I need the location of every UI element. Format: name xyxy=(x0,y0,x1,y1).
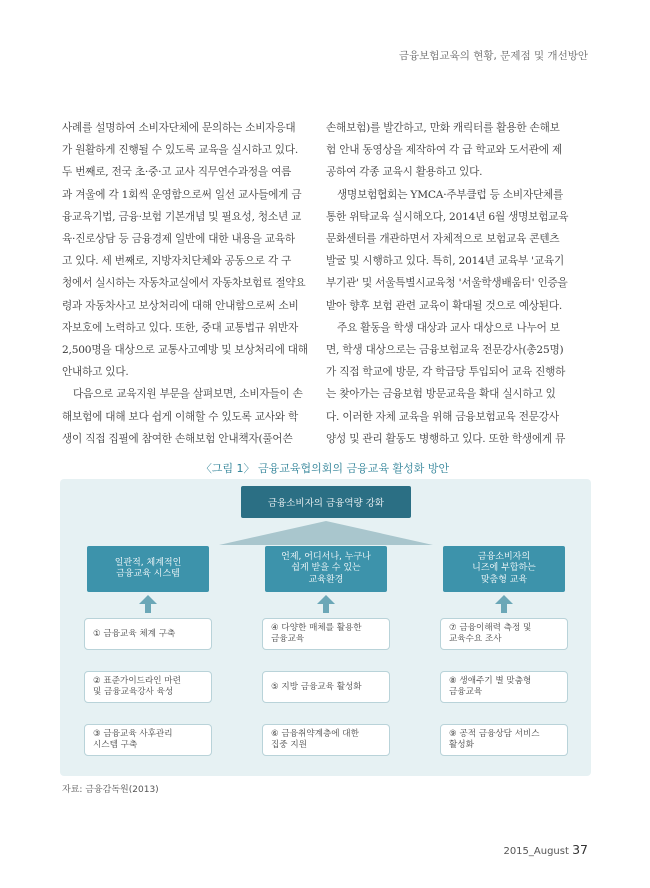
pillar-line: 맞춤형 교육 xyxy=(480,574,528,585)
item-line: ⑦ 금융이해력 측정 및 xyxy=(449,623,532,633)
text-line: 주요 활동을 학생 대상과 교사 대상으로 나누어 보 xyxy=(337,321,560,334)
body-column-left xyxy=(62,117,325,450)
strategy-item xyxy=(262,618,390,650)
pillar-line: 니즈에 부합하는 xyxy=(472,563,536,574)
pillar-line: 금융소비자의 xyxy=(477,551,531,562)
pillar-line: 쉽게 받을 수 있는 xyxy=(291,563,361,574)
goal-box: 금융소비자의 금융역량 강화 xyxy=(241,486,411,518)
item-line: 금융교육 xyxy=(449,687,483,697)
item-line: 시스템 구축 xyxy=(93,740,138,750)
text-line: 험 안내 동영상을 제작하여 각 급 학교와 도서관에 제 xyxy=(326,144,563,157)
issue-label: 2015_August xyxy=(503,846,569,857)
text-line: 과 겨울에 각 1회씩 운영함으로써 일선 교사들에게 금 xyxy=(62,188,302,201)
pillar-line: 일관적, 체계적인 xyxy=(114,557,182,568)
item-line: ⑧ 생애주기 별 맞춤형 xyxy=(449,676,532,686)
text-line: 고 있다. 세 번째로, 지방자치단체와 공동으로 각 구 xyxy=(62,255,292,268)
text-line: 가 원활하게 진행될 수 있도록 교육을 실시하고 있다. xyxy=(62,144,299,157)
up-arrow-icon xyxy=(316,594,336,614)
text-line: 융교육기법, 금융·보험 기본개념 및 필요성, 청소년 교 xyxy=(62,210,302,223)
text-line: 생이 직접 집필에 참여한 손해보험 안내책자(풀어쓴 xyxy=(62,432,293,445)
text-line: 2,500명을 대상으로 교통사고예방 및 보상처리에 대해 xyxy=(62,344,308,357)
running-header: 금융보험교육의 현황, 문제점 및 개선방안 xyxy=(398,50,588,62)
text-line: 양성 및 관리 활동도 병행하고 있다. 또한 학생에게 뮤 xyxy=(326,432,566,445)
item-line: ④ 다양한 매체를 활용한 xyxy=(271,623,362,633)
strategy-item xyxy=(84,618,212,650)
strategy-item xyxy=(262,724,390,756)
item-line: 금융교육 xyxy=(271,634,305,644)
item-line: 집중 지원 xyxy=(271,740,307,750)
text-line: 손해보험)를 발간하고, 만화 캐릭터를 활용한 손해보 xyxy=(326,122,560,134)
pillar-box xyxy=(443,546,565,592)
text-line: 령과 자동차사고 보상처리에 대해 안내함으로써 소비 xyxy=(62,299,299,312)
figure-title: 〈그림 1〉 금융교육협의회의 금융교육 활성화 방안 xyxy=(200,462,450,475)
page-number: 37 xyxy=(572,842,588,857)
text-line: 공하여 각종 교육시 활용하고 있다. xyxy=(326,166,483,179)
text-line: 해보험에 대해 보다 쉽게 이해할 수 있도록 교사와 학 xyxy=(62,410,299,423)
strategy-item xyxy=(440,724,568,756)
text-line: 통한 위탁교육 실시해오다, 2014년 6월 생명보험교육 xyxy=(326,210,569,223)
item-line: ① 금융교육 체계 구축 xyxy=(93,628,176,639)
text-line: 다음으로 교육지원 부문을 살펴보면, 소비자들이 손 xyxy=(73,388,303,401)
text-line: 자보호에 노력하고 있다. 또한, 중대 교통법규 위반자 xyxy=(62,321,299,334)
strategy-item xyxy=(440,618,568,650)
pillar-line: 언제, 어디서나, 누구나 xyxy=(281,551,371,562)
item-line: ② 표준가이드라인 마련 xyxy=(93,676,181,686)
roof-triangle xyxy=(219,521,433,545)
up-arrow-icon xyxy=(494,594,514,614)
text-line: 는 찾아가는 금융보험 방문교육을 확대 실시하고 있 xyxy=(326,388,556,401)
figure-source: 자료: 금융감독원(2013) xyxy=(62,785,159,795)
body-column-right xyxy=(326,117,589,450)
text-line: 가 직접 학교에 방문, 각 학급당 투입되어 교육 진행하 xyxy=(326,366,566,379)
text-line: 발굴 및 시행하고 있다. 특히, 2014년 교육부 '교육기 xyxy=(326,255,564,268)
text-line: 부기관' 및 서울특별시교육청 '서울학생배움터' 인증을 xyxy=(326,277,568,290)
text-line: 두 번째로, 전국 초·중·고 교사 직무연수과정을 여름 xyxy=(62,166,292,179)
item-line: ⑨ 공적 금융상담 서비스 xyxy=(449,729,540,739)
item-line: 및 금융교육강사 육성 xyxy=(93,687,174,697)
text-line: 면, 학생 대상으로는 금융보험교육 전문강사(총25명) xyxy=(326,344,564,357)
up-arrow-icon xyxy=(138,594,158,614)
text-line: 받아 향후 보험 관련 교육이 확대될 것으로 예상된다. xyxy=(326,299,563,312)
pillar-box xyxy=(265,546,387,592)
text-line: 안내하고 있다. xyxy=(62,366,129,379)
pillar-line: 교육환경 xyxy=(308,574,344,585)
pillar-line: 금융교육 시스템 xyxy=(116,569,180,579)
item-line: ③ 금융교육 사후관리 xyxy=(93,729,173,739)
item-line: ⑥ 금융취약계층에 대한 xyxy=(271,729,359,739)
strategy-item xyxy=(262,671,390,703)
strategy-item xyxy=(440,671,568,703)
text-line: 문화센터를 개관하면서 자체적으로 보험교육 콘텐츠 xyxy=(326,233,560,246)
pillar-box xyxy=(87,546,209,592)
item-line: 교육수요 조사 xyxy=(449,634,502,644)
text-line: 육·진로상담 등 금융경제 일반에 대한 내용을 교육하 xyxy=(62,233,295,246)
text-line: 다. 이러한 자체 교육을 위해 금융보험교육 전문강사 xyxy=(326,410,559,423)
figure-diagram xyxy=(60,479,591,776)
page-footer xyxy=(503,842,588,857)
text-line: 사례를 설명하여 소비자단체에 문의하는 소비자응대 xyxy=(62,122,296,134)
text-line: 청에서 실시하는 자동차교실에서 자동차보험료 절약요 xyxy=(62,277,306,290)
text-line: 생명보험협회는 YMCA·주부클럽 등 소비자단체를 xyxy=(337,188,564,201)
strategy-item xyxy=(84,671,212,703)
strategy-item xyxy=(84,724,212,756)
item-line: ⑤ 지방 금융교육 활성화 xyxy=(271,681,362,692)
item-line: 활성화 xyxy=(449,740,474,750)
